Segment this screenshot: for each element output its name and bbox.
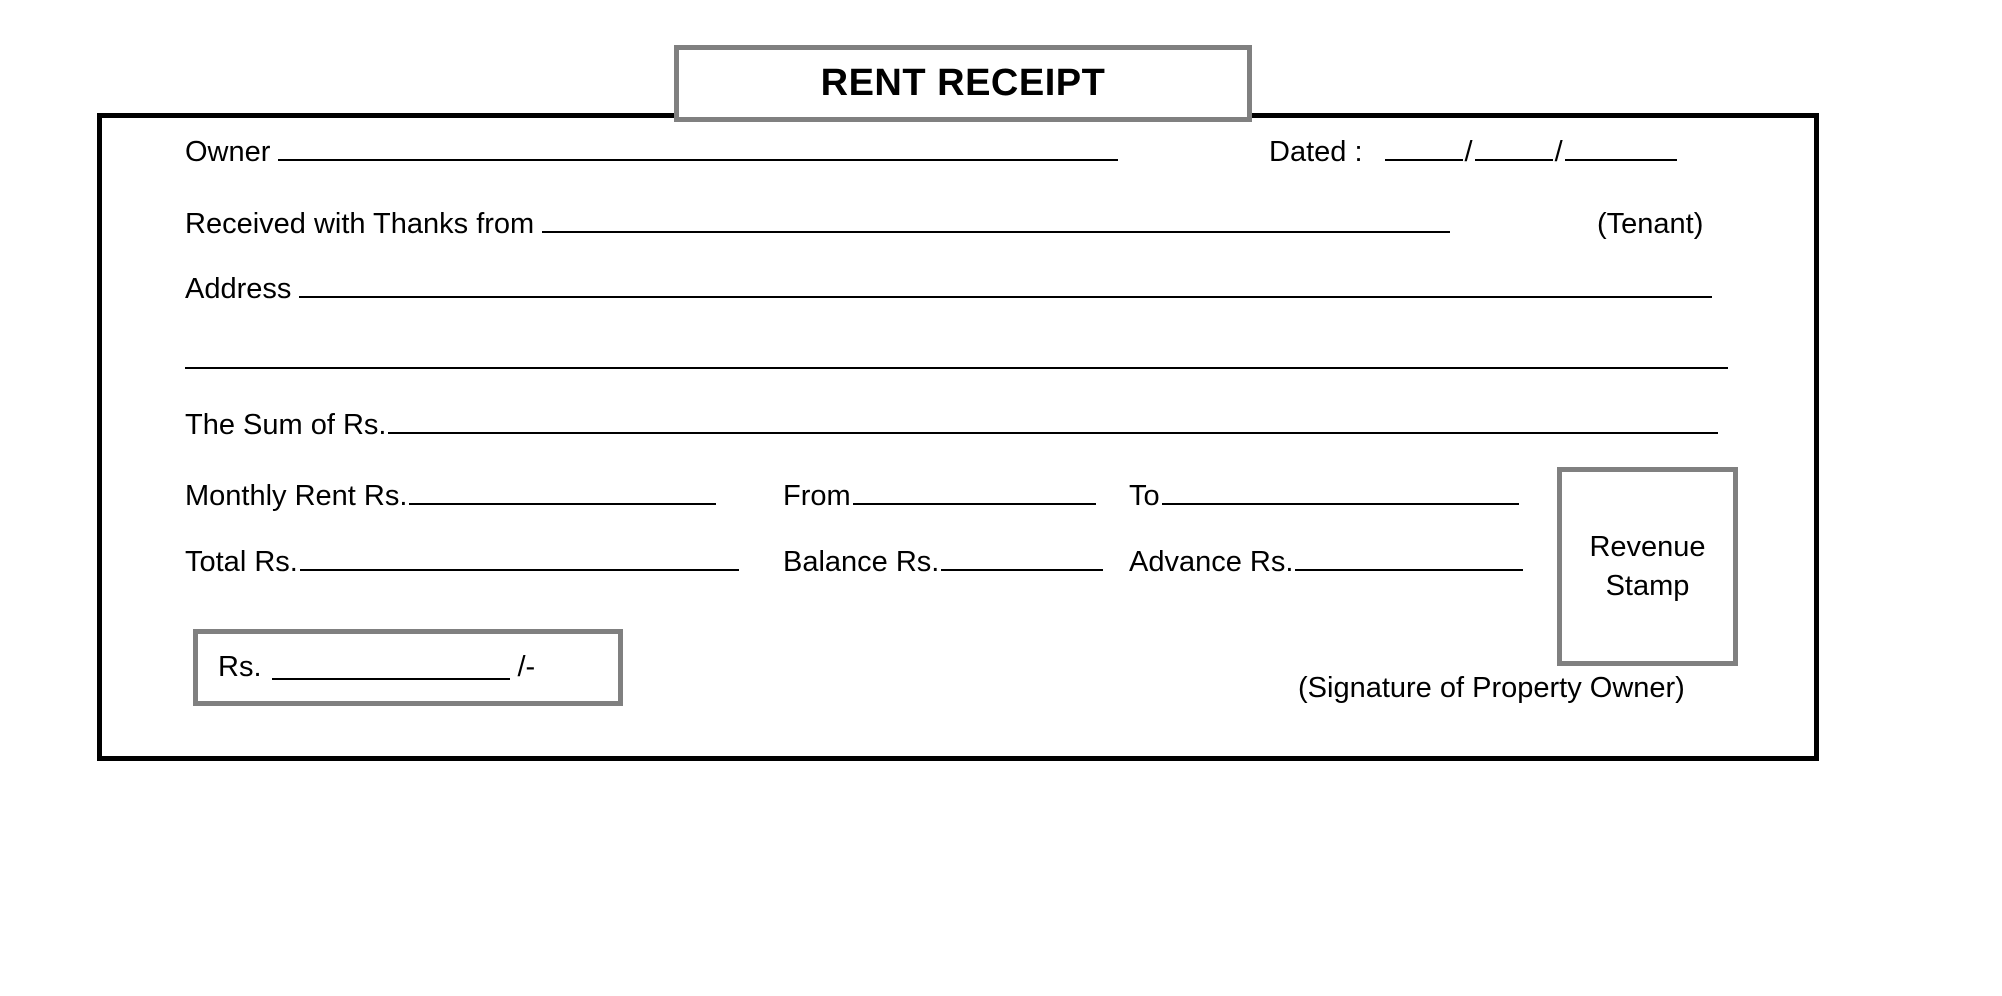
date-separator: /: [1554, 136, 1563, 168]
signature-label: (Signature of Property Owner): [1298, 672, 1685, 704]
owner-field[interactable]: [278, 137, 1118, 161]
from-row: [783, 480, 1096, 513]
from-field[interactable]: [853, 481, 1096, 505]
monthly-rent-label: Monthly Rent Rs.: [185, 480, 408, 512]
address-line-2-field[interactable]: [185, 345, 1728, 369]
amount-field[interactable]: [272, 656, 510, 680]
address-label: Address: [185, 273, 292, 305]
monthly-rent-field[interactable]: [409, 481, 716, 505]
dated-row: [1269, 136, 1677, 169]
amount-prefix: Rs.: [218, 651, 262, 683]
sum-label: The Sum of Rs.: [185, 409, 387, 441]
received-row: [185, 208, 1450, 241]
sum-field[interactable]: [388, 410, 1718, 434]
tenant-name-field[interactable]: [542, 209, 1450, 233]
date-day-field[interactable]: [1385, 137, 1463, 161]
balance-label: Balance Rs.: [783, 546, 940, 578]
total-field[interactable]: [300, 547, 739, 571]
date-month-field[interactable]: [1475, 137, 1553, 161]
revenue-stamp-box: [1557, 467, 1738, 666]
address-line-2-row: [185, 345, 1728, 369]
monthly-rent-row: [185, 480, 716, 513]
advance-label: Advance Rs.: [1129, 546, 1294, 578]
owner-row: [185, 136, 1118, 169]
amount-box: [193, 629, 623, 706]
received-label: Received with Thanks from: [185, 208, 535, 240]
date-year-field[interactable]: [1565, 137, 1677, 161]
to-label: To: [1129, 480, 1160, 512]
title-box: [674, 45, 1252, 122]
amount-suffix: /-: [517, 651, 536, 683]
owner-label: Owner: [185, 136, 271, 168]
revenue-stamp-label: Revenue Stamp: [1589, 530, 1706, 602]
date-separator: /: [1464, 136, 1473, 168]
total-label: Total Rs.: [185, 546, 298, 578]
advance-row: [1129, 546, 1523, 579]
advance-field[interactable]: [1295, 547, 1523, 571]
total-row: [185, 546, 739, 579]
address-field[interactable]: [299, 274, 1712, 298]
to-row: [1129, 480, 1519, 513]
balance-field[interactable]: [941, 547, 1103, 571]
tenant-label: (Tenant): [1597, 208, 1704, 240]
address-row: [185, 273, 1712, 306]
sum-row: [185, 409, 1718, 442]
from-label: From: [783, 480, 851, 512]
tenant-row: [1597, 208, 1703, 241]
receipt-title: RENT RECEIPT: [820, 62, 1106, 104]
balance-row: [783, 546, 1103, 579]
dated-label: Dated :: [1269, 136, 1363, 168]
to-field[interactable]: [1162, 481, 1519, 505]
